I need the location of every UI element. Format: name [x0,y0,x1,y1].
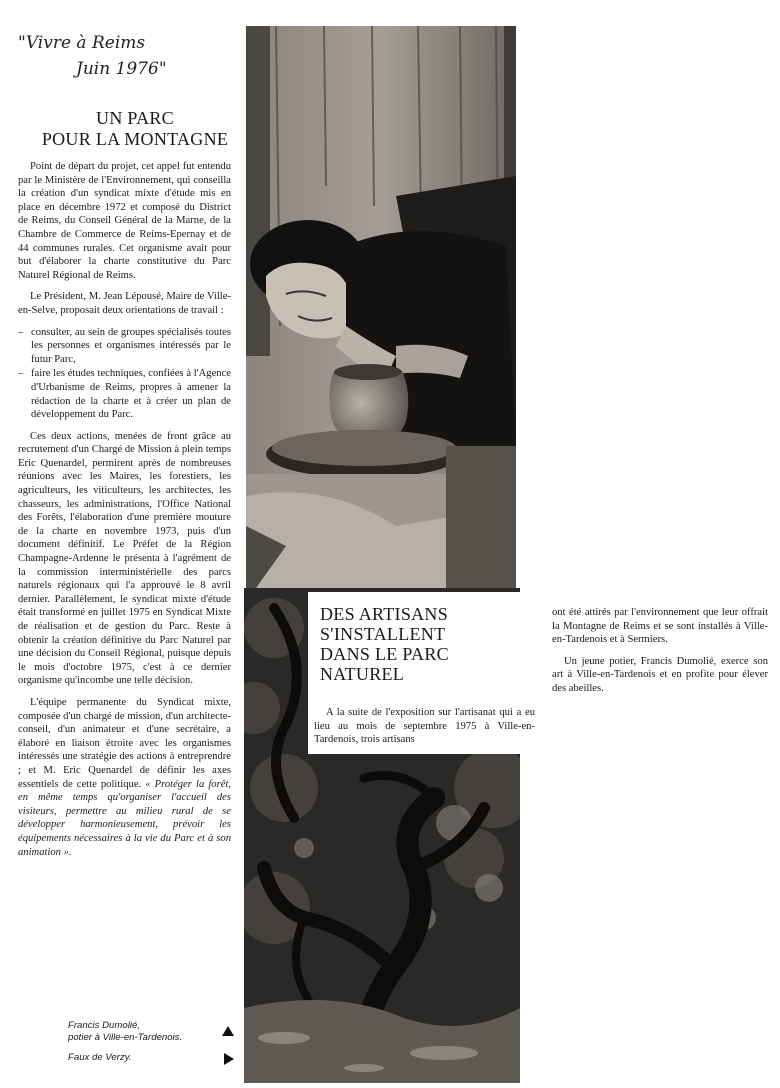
article1-list-item: – faire les études techniques, confiées à l'Agence d'Urbanisme de Reims, propres à amener la rédaction de la charte et à créer un plan de développement du Parc. [18,367,231,421]
article1-paragraph-last [18,696,231,859]
article2-continued [552,606,768,704]
photo-potter [246,26,516,588]
article2-title-line2: S'INSTALLENT [320,624,446,644]
article2-title-line1: DES ARTISANS [320,604,449,624]
article1-list-item: – consulter, au sein de groupes spécialisés toutes les personnes et organismes intéressés par le futur Parc, [18,326,231,367]
caption-faux-text: Faux de Verzy. [68,1052,132,1063]
article1-body [18,160,231,867]
article2-paragraph: A la suite de l'exposition sur l'artisanat qui a eu lieu au mois de septembre 1975 à Ville-en-Tardenois, trois artisans [314,707,535,746]
caption-potter-line2: potier à Ville-en-Tardenois. [68,1032,183,1043]
caption-potter [68,1020,244,1044]
handwritten-note-line1: "Vivre à Reims [18,33,146,53]
triangle-right-icon [224,1053,234,1065]
photo-captions [68,1020,244,1064]
article1-paragraph: Ces deux actions, menées de front grâce au recrutement d'un Chargé de Mission à plein temps Eric Quenardel, permirent après de nombreuses réunions avec les Maires, les forestiers, les agriculteurs, les viticulteurs, les architectes, les chasseurs, les administrations, l'Office National des Forêts, l'élaboration d'une première mouture de la charte en novembre 1973, puis d'un document définitif. Le Préfet de la Région Champagne-Ardenne le présenta à l'agrément de la commission interministérielle des parcs naturels régionaux qui l'a approuvé le 8 avril dernier. Parallèlement, le syndicat mixte d'étude était transformé en juillet 1975 en Syndicat Mixte de réalisation et de gestion du Parc. Reste à obtenir la création définitive du Parc Naturel par une décision du Conseil Régional, puisque depuis le mois d'octobre 1975, c'est à ce dernier organisme qu'incombe une telle décision. [18,430,231,687]
article2-intro [314,706,535,747]
article2-title-line3: DANS LE PARC [320,644,449,664]
triangle-up-icon [222,1026,234,1036]
article2-title-line4: NATUREL [320,664,405,684]
handwritten-note-line2: Juin 1976" [76,59,167,79]
article1-p4-quote: « Protéger la forêt, en même temps qu'organiser l'accueil des visiteurs, permettre au milieu rural de se développer harmonieusement, prévoir les équipements nécessaires à la vie du Parc et à son animation ». [18,778,231,858]
caption-potter-line1: Francis Dumolié, [68,1020,140,1031]
article1-paragraph: Le Président, M. Jean Lépousé, Maire de Ville-en-Selve, proposait deux orientations de travail : [18,291,231,316]
article2-paragraph: Un jeune potier, Francis Dumolié, exerce son art à Ville-en-Tardenois et en profite pour élever des abeilles. [552,655,768,694]
article1-list [18,326,231,422]
article1-title-line1: UN PARC [96,108,174,128]
article2-title [320,604,490,684]
caption-faux [68,1052,244,1064]
article1-paragraph: Point de départ du projet, cet appel fut entendu par le Ministère de l'Environnement, qui conseilla la création d'un syndicat mixte d'étude mis en place en décembre 1972 et composé du District de Reims, du Conseil Général de la Marne, de la Chambre de Commerce de Reims-Epernay et de 44 communes rurales. Cet organisme avait pour but d'élaborer la charte constitutive du Parc Naturel Régional de Reims. [18,161,231,281]
article1-p4-text: L'équipe permanente du Syndicat mixte, composée d'un chargé de mission, d'un architecte-conseil, d'un animateur et d'une secrétaire, a élaboré en liaison étroite avec les organismes intéressés une stratégie des actions à entreprendre ; et M. Eric Quenardel de définir les axes essentiels de cette politique. [18,696,231,790]
article1-title [20,108,250,150]
article1-title-line2: POUR LA MONTAGNE [41,129,229,149]
handwritten-note [18,30,238,82]
article2-paragraph-cont: ont été attirés par l'environnement que leur offrait la Montagne de Reims et se sont installés à Ville-en-Tardenois et à Sermiers. [552,607,768,646]
